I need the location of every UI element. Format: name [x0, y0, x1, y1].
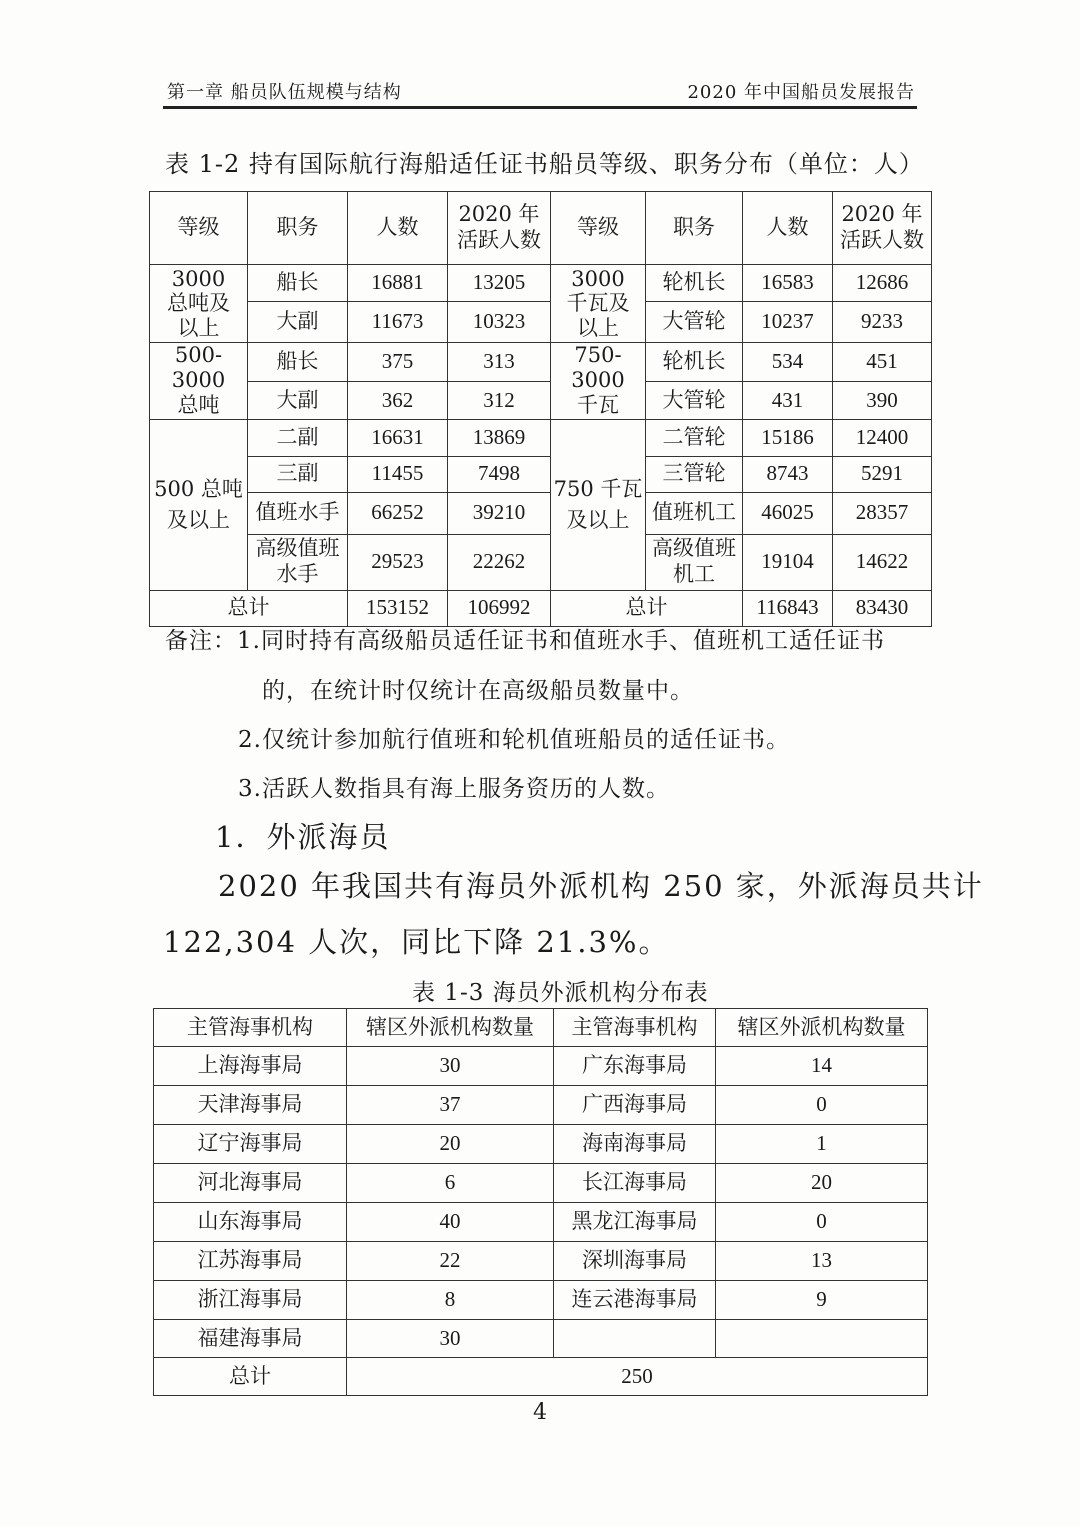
duty-cell: 轮机长: [646, 343, 743, 382]
duty-cell: 轮机长: [646, 265, 743, 302]
header-cell: 等级: [150, 192, 248, 265]
grade-cell: 500-3000 总吨: [150, 343, 248, 420]
duty-cell: 大副: [248, 302, 348, 343]
active-count-cell: 9233: [833, 302, 932, 343]
grade-cell: 750 千瓦 及以上: [551, 419, 646, 590]
count-cell: 14: [716, 1047, 928, 1086]
count-cell: 16583: [743, 265, 833, 302]
active-count-cell: 13869: [448, 419, 551, 456]
agency-cell: 深圳海事局: [554, 1242, 716, 1281]
active-count-cell: 10323: [448, 302, 551, 343]
count-cell: 11455: [348, 456, 448, 492]
active-count-cell: 22262: [448, 534, 551, 590]
duty-cell: 二管轮: [646, 419, 743, 456]
agency-cell: 广西海事局: [554, 1086, 716, 1125]
duty-cell: 值班机工: [646, 492, 743, 534]
table-row: [150, 419, 932, 456]
table-1-3: [153, 1008, 928, 1396]
count-cell: 37: [347, 1086, 554, 1125]
total-active-count: 106992: [448, 590, 551, 626]
count-cell: 6: [347, 1164, 554, 1203]
active-count-cell: 12686: [833, 265, 932, 302]
count-cell: 30: [347, 1320, 554, 1358]
duty-cell: 三副: [248, 456, 348, 492]
agency-cell: 海南海事局: [554, 1125, 716, 1164]
table-row: [154, 1281, 928, 1320]
header-cell: 职务: [646, 192, 743, 265]
active-count-cell: 390: [833, 382, 932, 419]
header-cell: 辖区外派机构数量: [716, 1009, 928, 1047]
table-row: [154, 1047, 928, 1086]
count-cell: 16631: [348, 419, 448, 456]
duty-cell: 三管轮: [646, 456, 743, 492]
paragraph-line-1: 2020 年我国共有海员外派机构 250 家，外派海员共计: [218, 869, 984, 903]
total-active-count: 83430: [833, 590, 932, 626]
count-cell: 11673: [348, 302, 448, 343]
note-line-2: 的，在统计时仅统计在高级船员数量中。: [262, 678, 694, 704]
duty-cell: 大管轮: [646, 302, 743, 343]
count-cell: 534: [743, 343, 833, 382]
count-cell: 16881: [348, 265, 448, 302]
count-cell: 362: [348, 382, 448, 419]
active-count-cell: 312: [448, 382, 551, 419]
total-row: [154, 1358, 928, 1396]
table-row: [154, 1242, 928, 1281]
table-1-2: [149, 191, 932, 627]
count-cell: 40: [347, 1203, 554, 1242]
agency-cell: 连云港海事局: [554, 1281, 716, 1320]
grade-cell: 750-3000 千瓦: [551, 343, 646, 420]
active-count-cell: 313: [448, 343, 551, 382]
table-row: [150, 302, 932, 343]
duty-cell: 船长: [248, 265, 348, 302]
count-cell: 431: [743, 382, 833, 419]
total-count: 116843: [743, 590, 833, 626]
agency-cell: 河北海事局: [154, 1164, 347, 1203]
total-label: 总计: [154, 1358, 347, 1396]
count-cell: 20: [347, 1125, 554, 1164]
duty-cell: 船长: [248, 343, 348, 382]
table-row: [150, 382, 932, 419]
duty-cell: 高级值班 水手: [248, 534, 348, 590]
table-1-3-header-row: [154, 1009, 928, 1047]
note-line-1: 备注：1.同时持有高级船员适任证书和值班水手、值班机工适任证书: [165, 628, 885, 654]
count-cell: 10237: [743, 302, 833, 343]
header-cell: 人数: [348, 192, 448, 265]
header-cell: 主管海事机构: [154, 1009, 347, 1047]
active-count-cell: 7498: [448, 456, 551, 492]
count-cell: 29523: [348, 534, 448, 590]
count-cell: 375: [348, 343, 448, 382]
table-row: [154, 1320, 928, 1358]
grade-cell: 3000 总吨及 以上: [150, 265, 248, 343]
count-cell: 22: [347, 1242, 554, 1281]
note-line-3: 2.仅统计参加航行值班和轮机值班船员的适任证书。: [238, 727, 790, 753]
count-cell: 8: [347, 1281, 554, 1320]
table-1-2-header-row: [150, 192, 932, 265]
count-cell: [716, 1320, 928, 1358]
total-value: 250: [347, 1358, 928, 1396]
count-cell: 66252: [348, 492, 448, 534]
agency-cell: 上海海事局: [154, 1047, 347, 1086]
active-count-cell: 13205: [448, 265, 551, 302]
active-count-cell: 451: [833, 343, 932, 382]
active-count-cell: 14622: [833, 534, 932, 590]
count-cell: 19104: [743, 534, 833, 590]
count-cell: 9: [716, 1281, 928, 1320]
total-label: 总计: [150, 590, 348, 626]
page-number: 4: [533, 1400, 547, 1425]
active-count-cell: 12400: [833, 419, 932, 456]
table-row: [154, 1203, 928, 1242]
count-cell: 1: [716, 1125, 928, 1164]
total-row: [150, 590, 932, 626]
active-count-cell: 28357: [833, 492, 932, 534]
table-row: [150, 265, 932, 302]
table-row: [154, 1125, 928, 1164]
agency-cell: [554, 1320, 716, 1358]
header-cell: 2020 年 活跃人数: [448, 192, 551, 265]
agency-cell: 广东海事局: [554, 1047, 716, 1086]
table-row: [150, 456, 932, 492]
count-cell: 20: [716, 1164, 928, 1203]
agency-cell: 江苏海事局: [154, 1242, 347, 1281]
table-row: [150, 534, 932, 590]
count-cell: 46025: [743, 492, 833, 534]
active-count-cell: 39210: [448, 492, 551, 534]
header-cell: 等级: [551, 192, 646, 265]
agency-cell: 福建海事局: [154, 1320, 347, 1358]
section-heading: 1．外派海员: [215, 820, 391, 854]
total-count: 153152: [348, 590, 448, 626]
total-label: 总计: [551, 590, 743, 626]
count-cell: 15186: [743, 419, 833, 456]
count-cell: 13: [716, 1242, 928, 1281]
duty-cell: 大管轮: [646, 382, 743, 419]
duty-cell: 二副: [248, 419, 348, 456]
table-1-3-caption: 表 1-3 海员外派机构分布表: [412, 980, 709, 1006]
chapter-title: 第一章 船员队伍规模与结构: [167, 82, 402, 103]
duty-cell: 大副: [248, 382, 348, 419]
report-title: 2020 年中国船员发展报告: [687, 82, 915, 103]
count-cell: 30: [347, 1047, 554, 1086]
running-header: [163, 76, 917, 106]
table-1-2-caption: 表 1-2 持有国际航行海船适任证书船员等级、职务分布（单位：人）: [165, 150, 924, 178]
table-row: [154, 1086, 928, 1125]
agency-cell: 天津海事局: [154, 1086, 347, 1125]
agency-cell: 辽宁海事局: [154, 1125, 347, 1164]
paragraph-line-2: 122,304 人次，同比下降 21.3%。: [163, 925, 670, 959]
duty-cell: 高级值班 机工: [646, 534, 743, 590]
header-rule: [163, 106, 917, 109]
header-cell: 辖区外派机构数量: [347, 1009, 554, 1047]
count-cell: 8743: [743, 456, 833, 492]
agency-cell: 浙江海事局: [154, 1281, 347, 1320]
grade-cell: 500 总吨 及以上: [150, 419, 248, 590]
header-cell: 人数: [743, 192, 833, 265]
agency-cell: 长江海事局: [554, 1164, 716, 1203]
header-cell: 职务: [248, 192, 348, 265]
table-row: [150, 343, 932, 382]
duty-cell: 值班水手: [248, 492, 348, 534]
agency-cell: 黑龙江海事局: [554, 1203, 716, 1242]
count-cell: 0: [716, 1203, 928, 1242]
note-line-4: 3.活跃人数指具有海上服务资历的人数。: [238, 776, 670, 802]
active-count-cell: 5291: [833, 456, 932, 492]
table-row: [154, 1164, 928, 1203]
count-cell: 0: [716, 1086, 928, 1125]
table-row: [150, 492, 932, 534]
header-cell: 2020 年 活跃人数: [833, 192, 932, 265]
agency-cell: 山东海事局: [154, 1203, 347, 1242]
grade-cell: 3000 千瓦及 以上: [551, 265, 646, 343]
header-cell: 主管海事机构: [554, 1009, 716, 1047]
